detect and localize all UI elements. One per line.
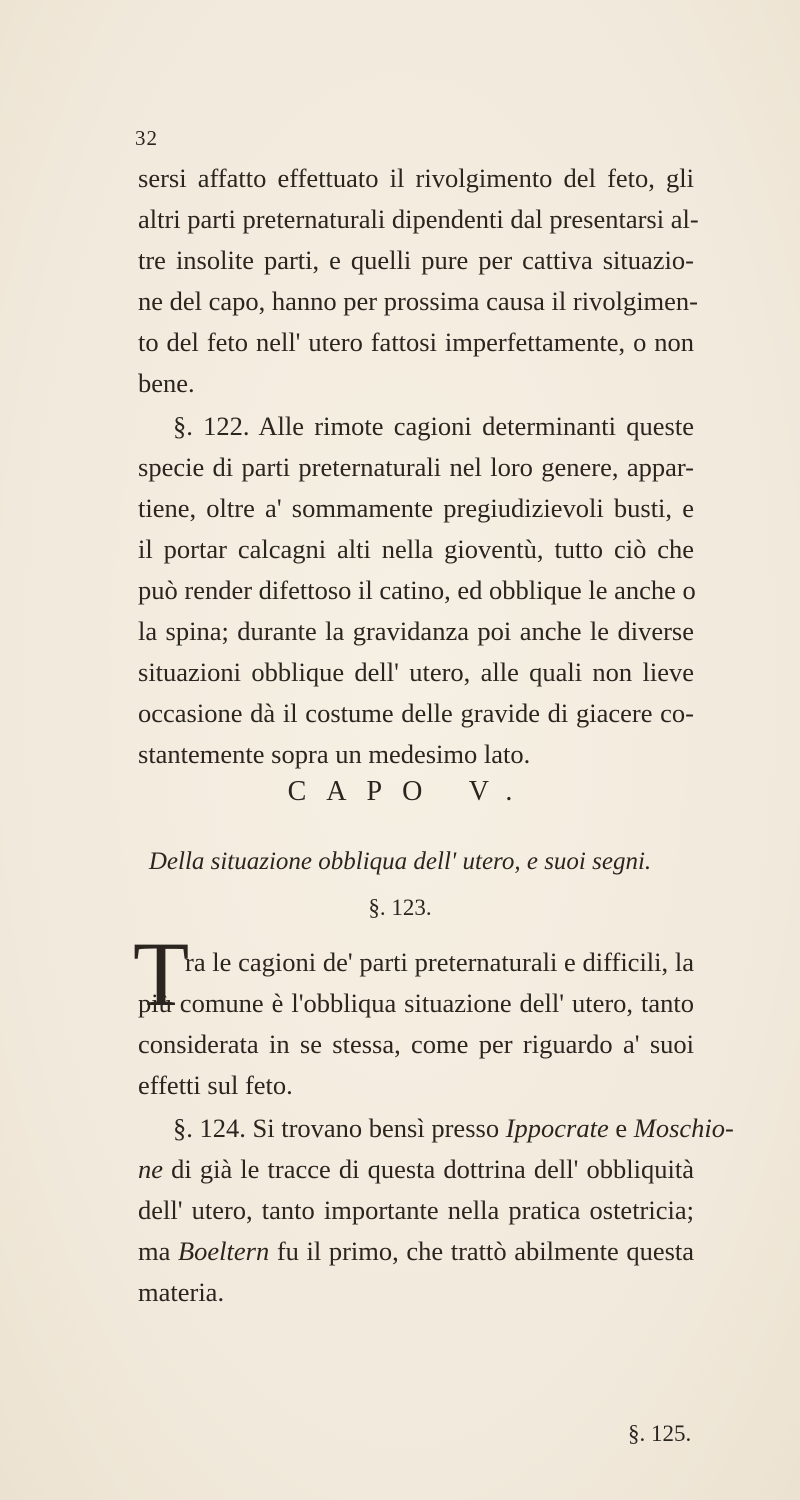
text-line: dell' utero, tanto importante nella pratica ostetricia; bbox=[138, 1195, 694, 1225]
text-line: altri parti preternaturali dipendenti dal presentarsi al- bbox=[138, 204, 699, 234]
drop-cap: T bbox=[133, 923, 190, 1025]
text-line: materia. bbox=[138, 1277, 225, 1307]
text-line: effetti sul feto. bbox=[138, 1070, 293, 1100]
text-line: occasione dà il costume delle gravide di giacere co- bbox=[138, 698, 694, 728]
text-line: to del feto nell' utero fattosi imperfettamente, o non bbox=[138, 327, 694, 357]
chapter-subtitle: Della situazione obbliqua dell' utero, e suoi segni. bbox=[148, 848, 652, 875]
section-122-line: §. 122. Alle rimote cagioni determinanti queste bbox=[173, 411, 694, 441]
catchword: §. 125. bbox=[628, 1421, 692, 1446]
section-number: §. 123. bbox=[368, 895, 432, 920]
author-name: ne bbox=[138, 1154, 164, 1184]
text-run: fu il primo, che trattò abilmente questa bbox=[269, 1236, 695, 1266]
text-run: §. 124. Si trovano bensì presso bbox=[173, 1113, 506, 1143]
text-run: e bbox=[608, 1113, 634, 1143]
text-line: situazioni obblique dell' utero, alle quali non lieve bbox=[138, 657, 694, 687]
text-line: stantemente sopra un medesimo lato. bbox=[138, 739, 531, 769]
section-124-line bbox=[173, 1110, 734, 1146]
text-line: la spina; durante la gravidanza poi anche le diverse bbox=[138, 616, 694, 646]
chapter-heading: CAPO V. bbox=[287, 776, 533, 807]
text-run: ma bbox=[138, 1236, 178, 1266]
page-number: 32 bbox=[135, 126, 158, 150]
text-line: ne del capo, hanno per prossima causa il rivolgimen- bbox=[138, 286, 699, 316]
author-name: Moschio- bbox=[633, 1113, 734, 1143]
text-line bbox=[138, 1151, 694, 1187]
text-line: ra le cagioni de' parti preternaturali e difficili, la bbox=[185, 947, 694, 977]
author-name: Boeltern bbox=[177, 1236, 270, 1266]
text-line bbox=[138, 1233, 694, 1269]
text-line: considerata in se stessa, come per riguardo a' suoi bbox=[138, 1029, 694, 1059]
text-line: tiene, oltre a' sommamente pregiudizievoli busti, e bbox=[138, 493, 694, 523]
text-line: tre insolite parti, e quelli pure per cattiva situazio- bbox=[138, 245, 694, 275]
text-line: sersi affatto effettuato il rivolgimento del feto, gli bbox=[138, 163, 694, 193]
text-line: il portar calcagni alti nella gioventù, tutto ciò che bbox=[138, 534, 694, 564]
text-line: bene. bbox=[138, 368, 195, 398]
text-line: può render difettoso il catino, ed obblique le anche o bbox=[138, 575, 696, 605]
text-run: di già le tracce di questa dottrina dell' obbliquità bbox=[163, 1154, 694, 1184]
author-name: Ippocrate bbox=[505, 1113, 609, 1143]
text-line: più comune è l'obbliqua situazione dell' utero, tanto bbox=[138, 988, 694, 1018]
text-line: specie di parti preternaturali nel loro genere, appar- bbox=[138, 452, 694, 482]
